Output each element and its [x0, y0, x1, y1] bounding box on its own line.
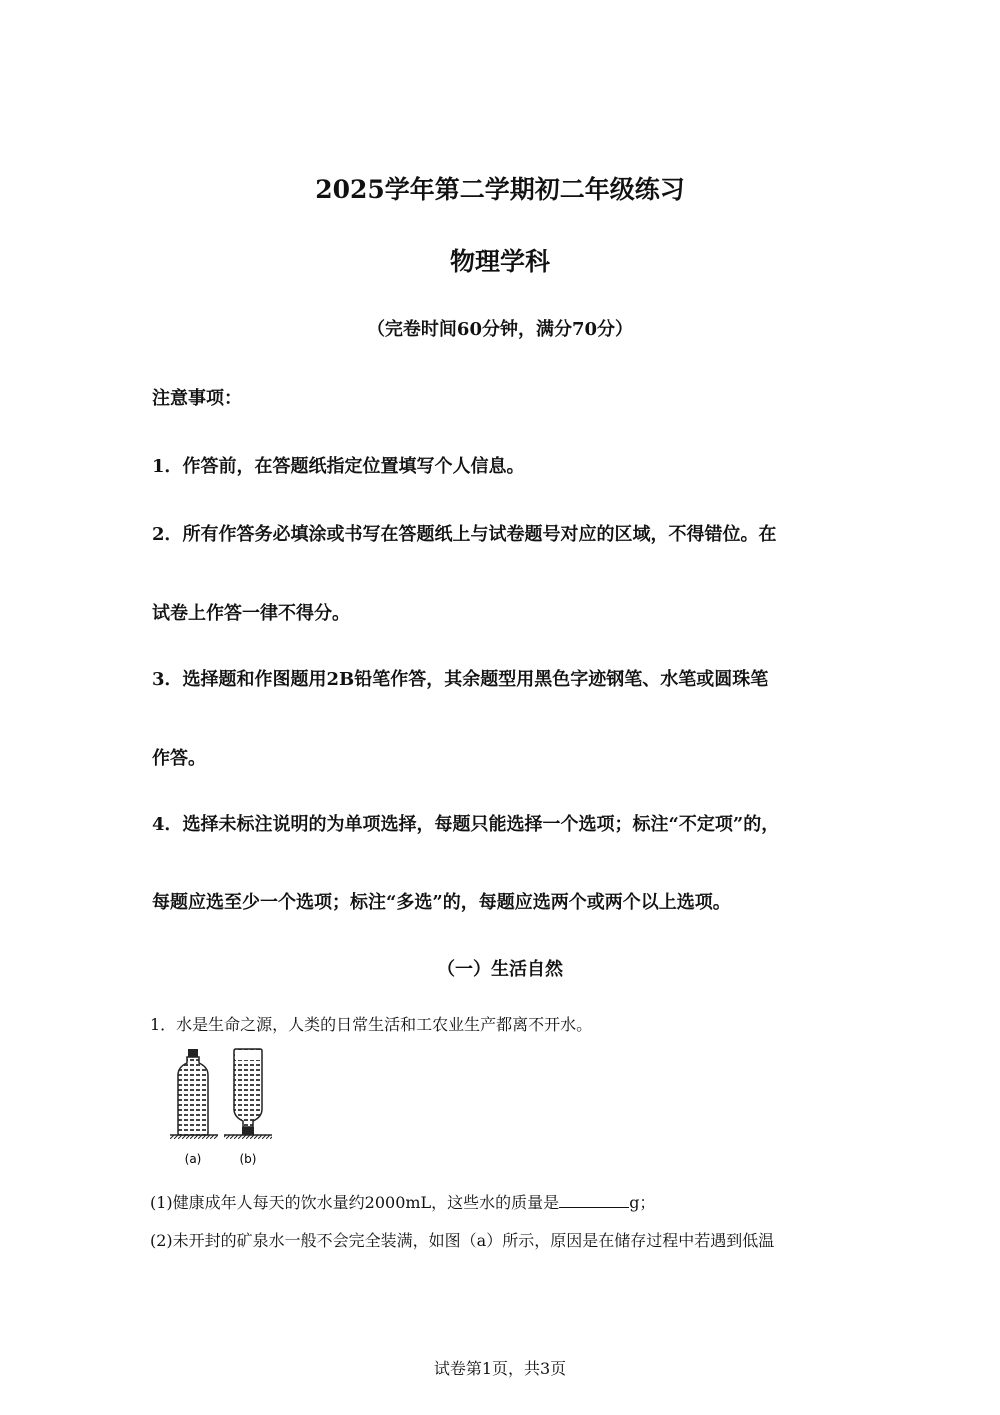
page-footer: 试卷第1页，共3页 — [433, 1359, 567, 1378]
question-1-part-1 — [150, 1190, 655, 1213]
note-1-line-1: 1．作答前，在答题纸指定位置填写个人信息。 — [152, 456, 525, 477]
question-1-stem: 1．水是生命之源，人类的日常生活和工农业生产都离不开水。 — [150, 1015, 593, 1034]
answer-blank — [559, 1193, 629, 1208]
exam-duration: （完卷时间60分钟，满分70分） — [366, 319, 634, 340]
ground-b — [224, 1135, 272, 1139]
question-1-part-2: (2)未开封的矿泉水一般不会完全装满，如图（a）所示，原因是在储存过程中若遇到低温 — [150, 1231, 775, 1250]
figure-label-b: (b) — [239, 1152, 257, 1166]
part-1-unit: g； — [629, 1193, 656, 1212]
note-3-line-2: 作答。 — [152, 748, 206, 769]
note-4-line-1: 4．选择未标注说明的为单项选择，每题只能选择一个选项；标注“不定项”的， — [152, 814, 780, 835]
bottle-figure — [166, 1043, 278, 1171]
note-2-line-2: 试卷上作答一律不得分。 — [152, 603, 350, 624]
bottle-b — [234, 1049, 262, 1135]
note-3-line-1: 3．选择题和作图题用2B铅笔作答，其余题型用黑色字迹钢笔、水笔或圆珠笔 — [152, 669, 769, 690]
subject-title: 物理学科 — [449, 247, 550, 276]
part-1-text: (1)健康成年人每天的饮水量约2000mL，这些水的质量是 — [150, 1193, 560, 1212]
note-2-line-1: 2．所有作答务必填涂或书写在答题纸上与试卷题号对应的区域，不得错位。在 — [152, 524, 777, 545]
section-title: （一）生活自然 — [437, 959, 563, 980]
bottle-a — [178, 1049, 208, 1135]
notes-heading: 注意事项： — [152, 388, 242, 409]
figure-label-a: (a) — [184, 1152, 202, 1166]
exam-title: 2025学年第二学期初二年级练习 — [315, 175, 685, 204]
note-4-line-2: 每题应选至少一个选项；标注“多选”的，每题应选两个或两个以上选项。 — [152, 892, 731, 913]
